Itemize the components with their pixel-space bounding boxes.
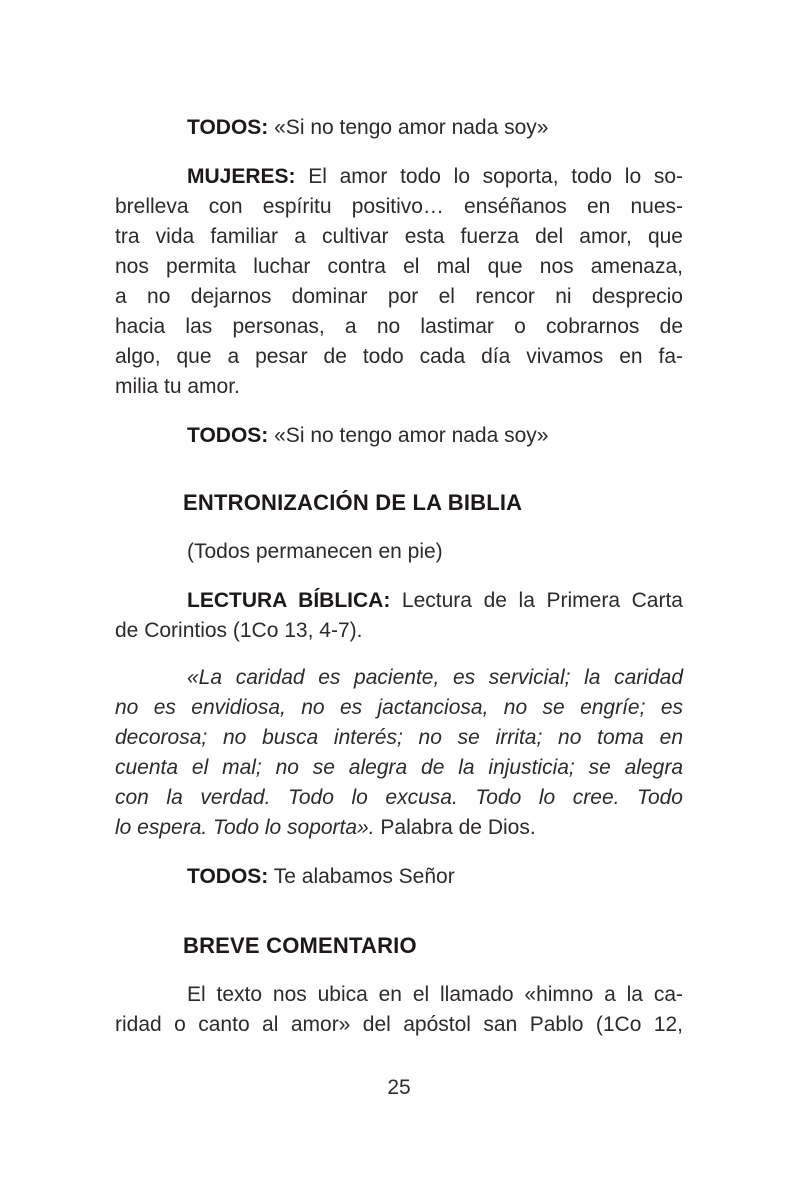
section-heading-breve-comentario: BREVE COMENTARIO <box>183 933 417 958</box>
quote-line: «La caridad es paciente, es servicial; la caridad <box>187 666 683 689</box>
paragraph-text: Lectura de la Primera Carta <box>390 589 683 612</box>
paragraph-line <box>115 586 683 616</box>
quote-line: decorosa; no busca interés; no se irrita; no toma en <box>115 726 683 749</box>
quote-line: no es envidiosa, no es jactanciosa, no se engríe; es <box>115 696 683 719</box>
paragraph-comentario <box>115 980 683 1040</box>
paragraph-line: tra vida familiar a cultivar esta fuerza del amor, que <box>115 225 683 248</box>
paragraph-line: algo, que a pesar de todo cada día vivamos en fa- <box>115 345 683 368</box>
paragraph-line: a no dejarnos dominar por el rencor ni desprecio <box>115 285 683 308</box>
speaker-label: MUJERES: <box>187 165 296 188</box>
stage-direction: (Todos permanecen en pie) <box>187 540 443 563</box>
paragraph-line: nos permita luchar contra el mal que nos amenaza, <box>115 255 683 278</box>
speaker-label: LECTURA BÍBLICA: <box>187 589 391 612</box>
paragraph-mujeres <box>115 162 683 402</box>
dialog-todos-3 <box>115 862 683 892</box>
speaker-label: TODOS: <box>187 424 269 447</box>
paragraph-line: milia tu amor. <box>115 375 240 398</box>
dialog-todos-2 <box>115 421 683 451</box>
dialog-text: Te alabamos Señor <box>268 865 455 888</box>
page-number: 25 <box>387 1076 411 1099</box>
dialog-text: «Si no tengo amor nada soy» <box>268 116 549 139</box>
paragraph-scripture-quote <box>115 663 683 843</box>
paragraph-line: El texto nos ubica en el llamado «himno a la ca- <box>187 983 683 1006</box>
dialog-text: «Si no tengo amor nada soy» <box>268 424 549 447</box>
paragraph-lectura <box>115 586 683 646</box>
quote-line: cuenta el mal; no se alegra de la injusticia; se alegra <box>115 756 683 779</box>
speaker-label: TODOS: <box>187 865 269 888</box>
dialog-todos-1 <box>115 113 683 143</box>
quote-line <box>115 813 683 843</box>
paragraph-line <box>115 162 683 192</box>
paragraph-line: de Corintios (1Co 13, 4-7). <box>115 619 363 642</box>
text-column <box>115 113 683 1040</box>
paragraph-text: El amor todo lo soporta, todo lo so- <box>295 165 683 188</box>
speaker-label: TODOS: <box>187 116 269 139</box>
section-heading-entronizacion: ENTRONIZACIÓN DE LA BIBLIA <box>183 490 523 515</box>
paragraph-line: brelleva con espíritu positivo… enséñanos en nues- <box>115 195 683 218</box>
quote-line: con la verdad. Todo lo excusa. Todo lo cree. Todo <box>115 786 683 809</box>
quote-text-italic: lo espera. Todo lo soporta». <box>115 816 375 839</box>
paragraph-line: ridad o canto al amor» del apóstol san Pablo (1Co 12, <box>115 1013 683 1036</box>
paragraph-line: hacia las personas, a no lastimar o cobrarnos de <box>115 315 683 338</box>
quote-text-roman: Palabra de Dios. <box>374 816 536 839</box>
